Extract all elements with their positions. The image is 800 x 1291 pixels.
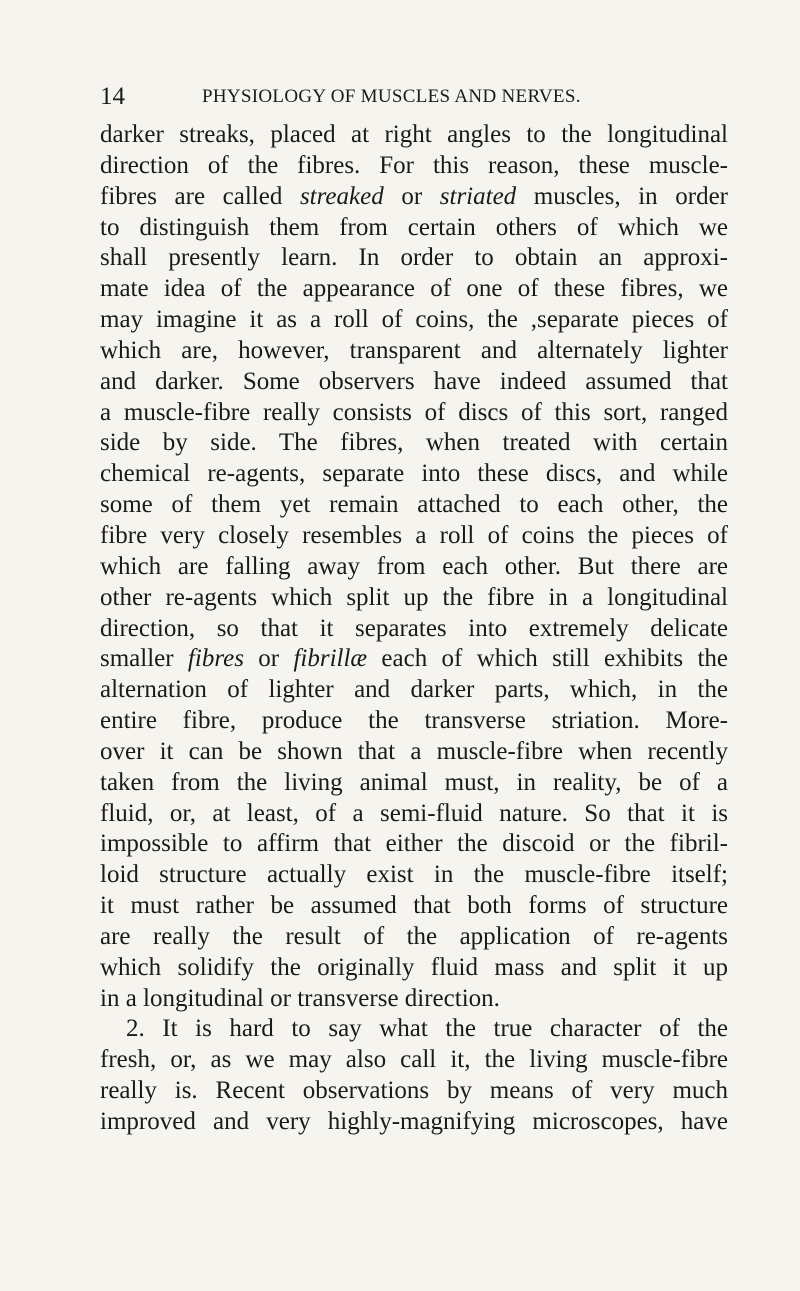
text-segment: shall presently learn. In order to obtain an approxi- [100, 244, 728, 272]
text-segment: a muscle-fibre really consists of discs of this sort, ranged [100, 398, 728, 426]
text-segment: impossible to affirm that either the discoid or the fibril- [100, 830, 728, 858]
text-segment: improved and very highly-magnifying microscopes, have [100, 1108, 728, 1135]
text-line [100, 336, 728, 367]
text-segment: smaller [100, 645, 188, 673]
text-line [100, 768, 728, 799]
text-segment: side by side. The fibres, when treated with certain [100, 429, 728, 457]
text-segment: chemical re-agents, separate into these discs, and while [100, 460, 728, 488]
text-segment: darker streaks, placed at right angles to the longitudinal [100, 121, 728, 148]
text-line [100, 829, 728, 860]
text-segment: it must rather be assumed that both forms of structure [100, 892, 728, 920]
text-segment: to distinguish them from certain others of which we [100, 213, 728, 241]
text-segment: some of them yet remain attached to each other, the [100, 491, 728, 519]
text-segment: are really the result of the application of re-agents [100, 922, 728, 950]
text-segment: taken from the living animal must, in reality, be of a [100, 768, 728, 796]
text-segment: or [243, 645, 294, 673]
text-line [100, 737, 728, 768]
italic-term: fibrillæ [293, 645, 368, 673]
text-line [100, 459, 728, 490]
text-line [100, 274, 728, 305]
text-line [100, 953, 728, 984]
text-line [100, 860, 728, 891]
text-segment: and darker. Some observers have indeed assumed that [100, 367, 728, 395]
running-head [100, 82, 725, 112]
text-line [100, 521, 728, 552]
text-line [100, 799, 728, 830]
text-line [100, 675, 728, 706]
text-segment: in a longitudinal or transverse direction. [100, 984, 500, 1012]
text-line [100, 614, 728, 645]
italic-term: streaked [299, 182, 384, 210]
text-segment: fibres are called [100, 182, 300, 210]
text-line [100, 1045, 728, 1076]
text-segment: entire fibre, produce the transverse striation. More- [100, 707, 728, 735]
running-head-title: PHYSIOLOGY OF MUSCLES AND NERVES. [202, 86, 581, 107]
text-line [100, 644, 728, 675]
text-segment: direction of the fibres. For this reason, these muscle- [100, 151, 728, 179]
text-segment: fibre very closely resembles a roll of coins the pieces of [100, 521, 728, 549]
text-segment: fresh, or, as we may also call it, the living muscle-fibre [100, 1046, 728, 1074]
text-line [100, 182, 728, 213]
text-segment: other re-agents which split up the fibre in a longitudinal [100, 583, 728, 611]
text-segment: which solidify the originally fluid mass and split it up [100, 953, 728, 981]
text-segment: may imagine it as a roll of coins, the ,separate pieces of [100, 306, 728, 334]
text-line [100, 120, 728, 151]
text-segment: each of which still exhibits the [367, 645, 728, 673]
text-segment: muscles, in order [516, 182, 729, 210]
text-line [100, 305, 728, 336]
text-line [100, 891, 728, 922]
italic-term: striated [439, 182, 517, 210]
text-segment: over it can be shown that a muscle-fibre when recently [100, 737, 728, 765]
text-segment: really is. Recent observations by means of very much [100, 1077, 728, 1105]
text-line [100, 922, 728, 953]
italic-term: fibres [187, 645, 244, 673]
body-text [100, 120, 728, 1138]
text-line [100, 367, 728, 398]
text-segment: 2. It is hard to say what the true character of the [126, 1015, 728, 1043]
text-line [100, 490, 728, 521]
text-segment: fluid, or, at least, of a semi-fluid nature. So that it is [100, 799, 728, 827]
text-line [100, 213, 728, 244]
text-line [100, 1014, 728, 1045]
text-line [100, 984, 728, 1015]
text-line [100, 552, 728, 583]
text-line [100, 583, 728, 614]
text-line [100, 151, 728, 182]
text-line [100, 428, 728, 459]
text-segment: or [383, 182, 440, 210]
text-segment: which are, however, transparent and alternately lighter [100, 336, 728, 364]
text-segment: mate idea of the appearance of one of these fibres, we [100, 275, 728, 303]
text-line [100, 1107, 728, 1138]
page-number: 14 [100, 83, 125, 110]
text-line [100, 243, 728, 274]
text-line [100, 398, 728, 429]
text-segment: alternation of lighter and darker parts, which, in the [100, 676, 728, 704]
text-segment: loid structure actually exist in the muscle-fibre itself; [100, 861, 728, 889]
text-segment: direction, so that it separates into extremely delicate [100, 614, 728, 642]
text-line [100, 1076, 728, 1107]
text-segment: which are falling away from each other. But there are [100, 552, 728, 580]
text-line [100, 706, 728, 737]
